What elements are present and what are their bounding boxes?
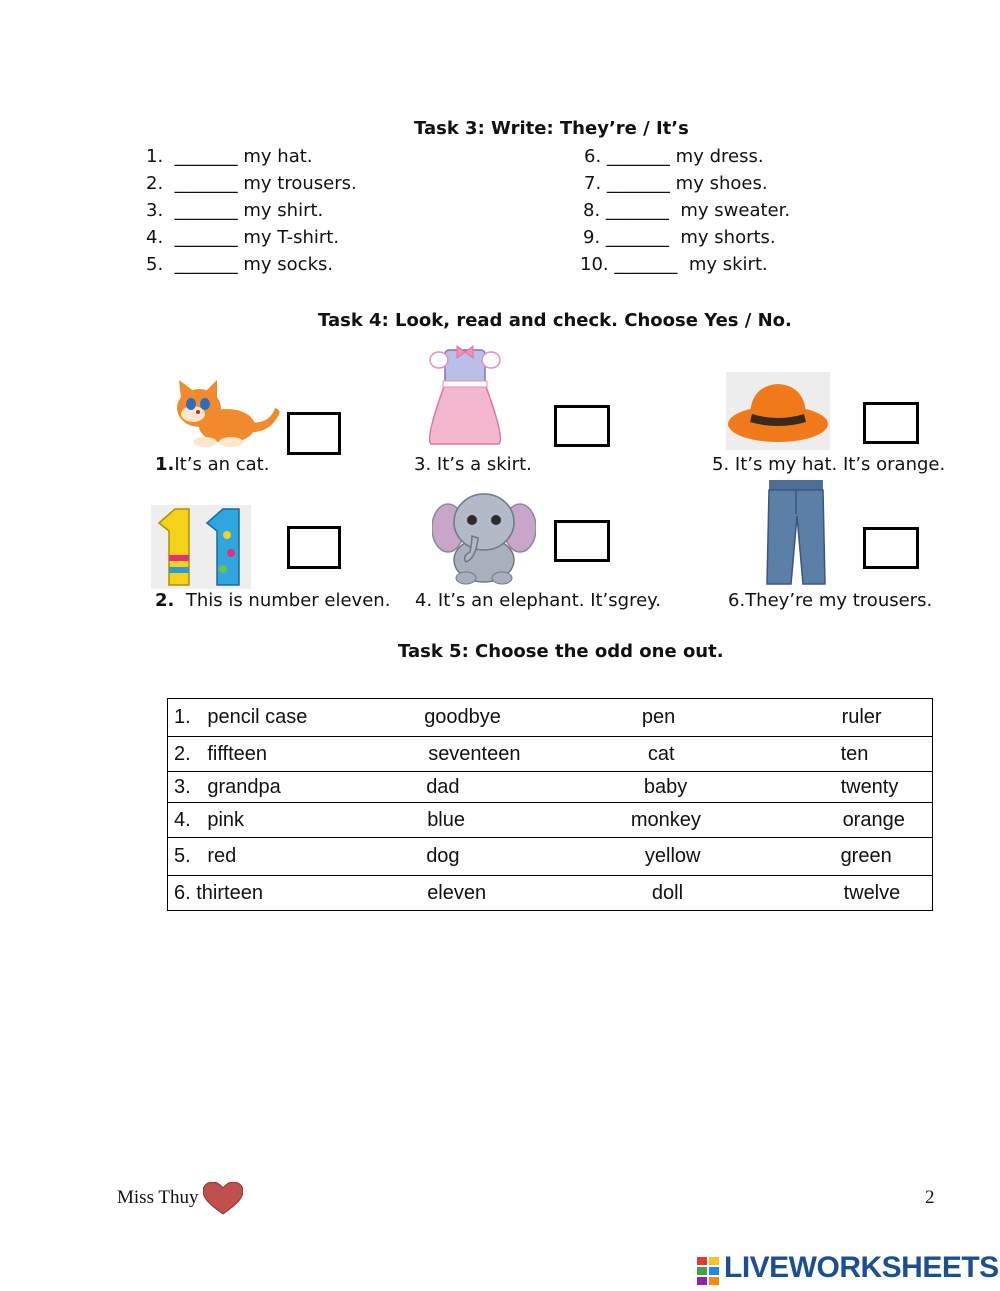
orange-hat-picture [726,372,830,450]
task3-item-8: 8. _______ my sweater. [583,200,791,221]
answer-blank[interactable]: _______ [606,146,670,167]
option-word[interactable]: blue [409,803,614,838]
row-first-word[interactable]: 6. thirteen [168,876,410,911]
task3-item-7: 7. _______ my shoes. [584,173,768,194]
option-word[interactable]: monkey [614,803,809,838]
table-row [168,699,933,737]
answer-blank[interactable]: _______ [174,146,238,167]
option-word[interactable]: ruler [809,699,933,737]
task3-item-3: 3. _______ my shirt. [146,200,324,221]
task3-item-4: 4. _______ my T-shirt. [146,227,340,248]
answer-blank[interactable]: _______ [174,173,238,194]
answer-blank[interactable]: _______ [605,200,669,221]
task4-caption-1: 1.It’s an cat. [155,454,270,475]
option-word[interactable]: green [809,838,933,876]
row-first-word[interactable]: 4. pink [168,803,410,838]
task4-caption-2: 2. This is number eleven. [155,590,391,611]
option-word[interactable]: cat [614,737,809,772]
task4-title: Task 4: Look, read and check. Choose Yes / No. [318,310,792,331]
option-word[interactable]: pen [614,699,809,737]
table-row [168,772,933,803]
check-box-2[interactable] [287,526,341,569]
option-word[interactable]: twelve [809,876,933,911]
table-row [168,737,933,772]
check-box-3[interactable] [554,405,610,447]
answer-blank[interactable]: _______ [174,227,238,248]
elephant-picture [432,478,536,588]
dress-picture [425,338,505,450]
author-name: Miss Thuy [117,1187,199,1208]
check-box-6[interactable] [863,527,919,569]
option-word[interactable]: seventeen [409,737,614,772]
option-word[interactable]: baby [614,772,809,803]
jeans-picture [763,480,829,588]
answer-blank[interactable]: _______ [606,173,670,194]
liveworksheets-brand[interactable]: LIVEWORKSHEETS [724,1251,999,1284]
check-box-5[interactable] [863,402,919,444]
option-word[interactable]: eleven [409,876,614,911]
answer-blank[interactable]: _______ [605,227,669,248]
option-word[interactable]: goodbye [409,699,614,737]
row-first-word[interactable]: 2. fiffteen [168,737,410,772]
task4-caption-5: 5. It’s my hat. It’s orange. [712,454,946,475]
odd-one-out-table [167,698,933,911]
row-first-word[interactable]: 3. grandpa [168,772,410,803]
answer-blank[interactable]: _______ [614,254,678,275]
check-box-1[interactable] [287,412,341,455]
check-box-4[interactable] [554,520,610,562]
table-row [168,803,933,838]
answer-blank[interactable]: _______ [174,254,238,275]
row-first-word[interactable]: 5. red [168,838,410,876]
task5-title: Task 5: Choose the odd one out. [398,641,724,662]
task3-item-9: 9. _______ my shorts. [583,227,776,248]
table-row [168,876,933,911]
liveworksheets-logo-icon [697,1257,721,1285]
task3-item-1: 1. _______ my hat. [146,146,313,167]
task4-caption-6: 6.They’re my trousers. [728,590,933,611]
option-word[interactable]: dad [409,772,614,803]
option-word[interactable]: ten [809,737,933,772]
heart-icon [203,1182,243,1216]
task3-item-2: 2. _______ my trousers. [146,173,357,194]
task3-title: Task 3: Write: They’re / It’s [414,118,689,139]
task3-item-6: 6. _______ my dress. [584,146,764,167]
task3-item-10: 10. _______ my skirt. [580,254,768,275]
task3-item-5: 5. _______ my socks. [146,254,334,275]
answer-blank[interactable]: _______ [174,200,238,221]
task4-caption-4: 4. It’s an elephant. It’sgrey. [415,590,661,611]
number-eleven-picture [151,505,251,589]
option-word[interactable]: orange [809,803,933,838]
option-word[interactable]: twenty [809,772,933,803]
task4-caption-3: 3. It’s a skirt. [414,454,532,475]
row-first-word[interactable]: 1. pencil case [168,699,410,737]
option-word[interactable]: doll [614,876,809,911]
cat-picture [165,378,285,450]
option-word[interactable]: dog [409,838,614,876]
table-row [168,838,933,876]
page-number: 2 [925,1187,935,1208]
option-word[interactable]: yellow [614,838,809,876]
